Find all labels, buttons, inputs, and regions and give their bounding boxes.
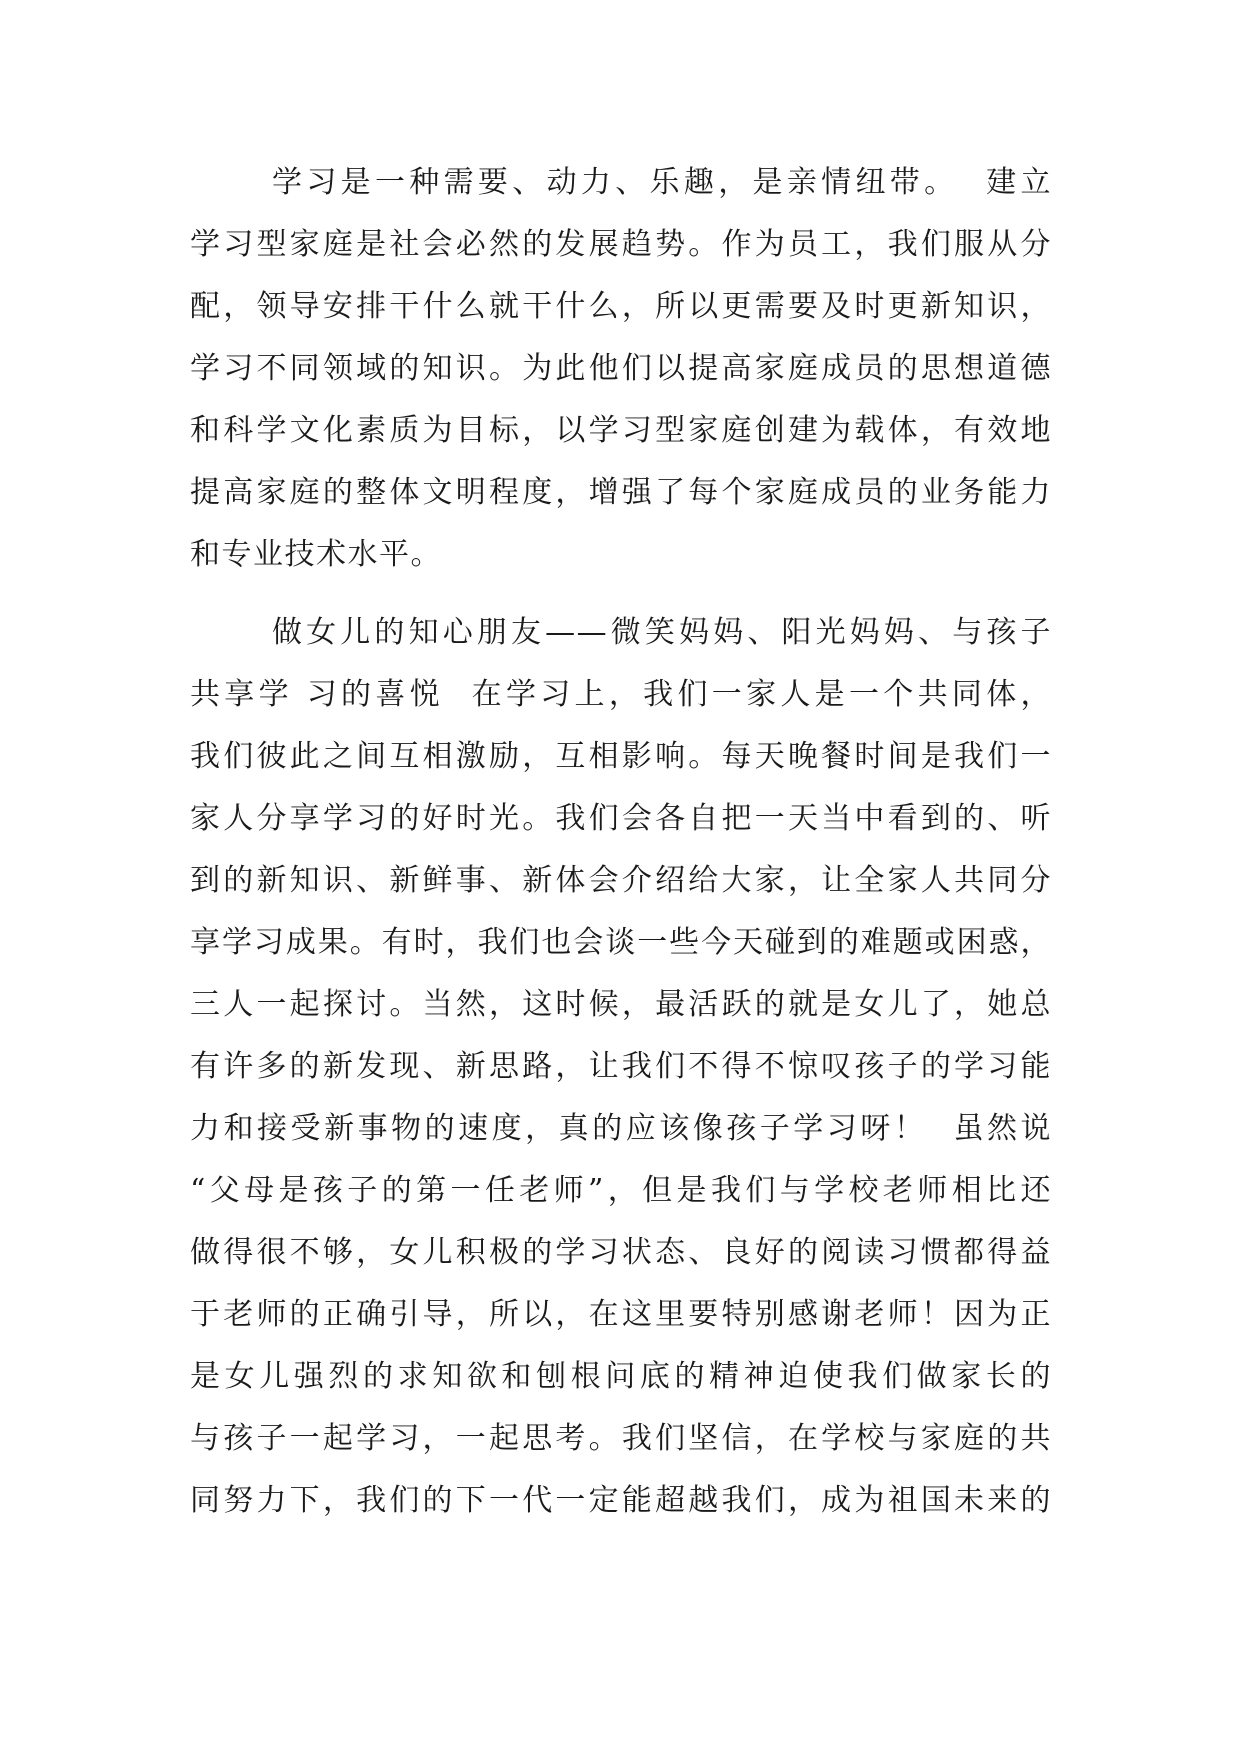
paragraph-line: 学习型家庭是社会必然的发展趋势。作为员工，我们服从分	[190, 227, 1052, 262]
paragraph-line: 享学习成果。有时，我们也会谈一些今天碰到的难题或困惑，	[190, 925, 1052, 960]
paragraph-line: 学习是一种需要、动力、乐趣，是亲情纽带。 建立	[272, 165, 1052, 200]
paragraph-line: 到的新知识、新鲜事、新体会介绍给大家，让全家人共同分	[190, 863, 1052, 898]
paragraph-line: “父母是孩子的第一任老师”，但是我们与学校老师相比还	[190, 1173, 1052, 1208]
paragraph-line: 力和接受新事物的速度，真的应该像孩子学习呀！ 虽然说	[190, 1111, 1052, 1146]
paragraph-line: 提高家庭的整体文明程度，增强了每个家庭成员的业务能力	[190, 475, 1052, 510]
paragraph-line: 于老师的正确引导，所以，在这里要特别感谢老师！因为正	[190, 1297, 1052, 1332]
paragraph-line: 共享学 习的喜悦 在学习上，我们一家人是一个共同体，	[190, 677, 1052, 712]
paragraph-line: 是女儿强烈的求知欲和刨根问底的精神迫使我们做家长的	[190, 1359, 1052, 1394]
paragraph-line: 家人分享学习的好时光。我们会各自把一天当中看到的、听	[190, 801, 1052, 836]
paragraph-line: 同努力下，我们的下一代一定能超越我们，成为祖国未来的	[190, 1483, 1052, 1518]
paragraph-1	[190, 152, 1052, 586]
paragraph-line: 和专业技术水平。	[190, 537, 442, 572]
paragraph-line: 我们彼此之间互相激励，互相影响。每天晚餐时间是我们一	[190, 739, 1052, 774]
paragraph-line: 与孩子一起学习，一起思考。我们坚信，在学校与家庭的共	[190, 1421, 1052, 1456]
paragraph-line: 学习不同领域的知识。为此他们以提高家庭成员的思想道德	[190, 351, 1052, 386]
paragraph-line: 做得很不够，女儿积极的学习状态、良好的阅读习惯都得益	[190, 1235, 1052, 1270]
paragraph-line: 配，领导安排干什么就干什么，所以更需要及时更新知识，	[190, 289, 1052, 324]
paragraph-2	[190, 602, 1052, 1532]
paragraph-line: 有许多的新发现、新思路，让我们不得不惊叹孩子的学习能	[190, 1049, 1052, 1084]
paragraph-line: 三人一起探讨。当然，这时候，最活跃的就是女儿了，她总	[190, 987, 1052, 1022]
paragraph-line: 做女儿的知心朋友——微笑妈妈、阳光妈妈、与孩子	[272, 615, 1052, 650]
paragraph-line: 和科学文化素质为目标，以学习型家庭创建为载体，有效地	[190, 413, 1052, 448]
